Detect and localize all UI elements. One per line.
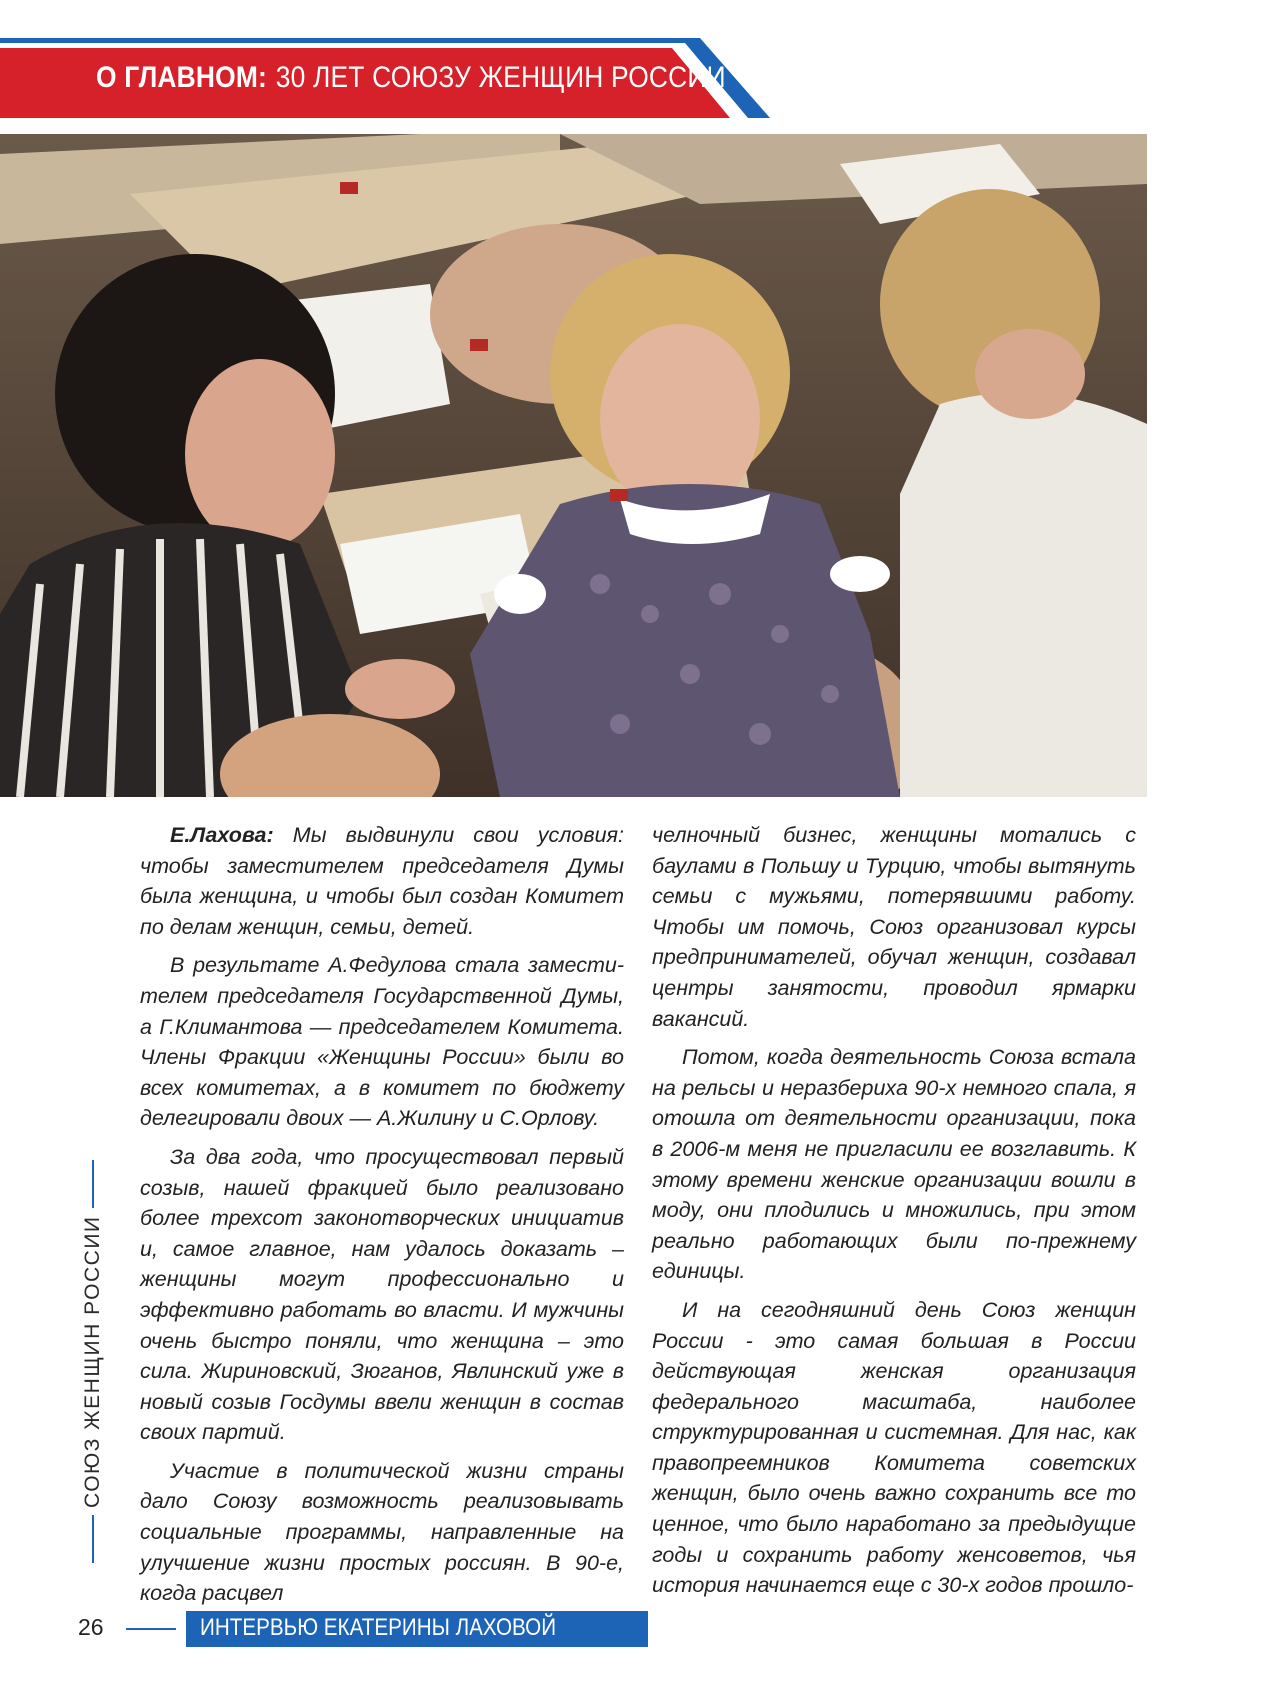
section-header [0,38,770,122]
paragraph: И на сегодняшний день Союз женщин России - это самая большая в России действующая женская организация федерального масштаба, наиболее структурированная и системная. Для нас, как правопреемников Комитета советских женщин, было очень важно сохранить все то ценное, что было наработано за предыдущие годы и сохранить работу женсоветов, чья история начинается еще с 30-х годов прошло- [652,1297,1136,1598]
footer-section-title: ИНТЕРВЬЮ ЕКАТЕРИНЫ ЛАХОВОЙ [200,1614,557,1641]
side-label-text: СОЮЗ ЖЕНЩИН РОССИИ [81,1215,104,1508]
side-label [76,1160,110,1550]
footer-section-bar [186,1611,648,1647]
side-rule-bottom [92,1515,94,1563]
side-rule-top [92,1160,94,1208]
article-column-right [652,820,1136,1609]
article-column-left [140,820,624,1617]
page-number: 26 [78,1614,104,1640]
paragraph: Потом, когда деятельность Союза встала на рельсы и неразбериха 90-х немного спала, я отошла от деятельности организации, пока в 2006-м меня не пригласили ее возглавить. К этому времени женские организации вошли в моду, они плодились и множились, при этом реально работающих были по-прежнему единицы. [652,1045,1136,1284]
paragraph [140,820,624,942]
paragraph: За два года, что просуществовал первый созыв, нашей фракцией было реализовано более трехсот законотворческих инициатив и, самое главное, нам удалось доказать – женщины могут профессионально и эффективно работать во власти. И мужчины очень быстро поняли, что женщина – это сила. Жириновский, Зюганов, Явлинский уже в новый созыв Госдумы ввели женщин в состав своих партий. [140,1144,624,1445]
header-title-rest: 30 ЛЕТ СОЮЗУ ЖЕНЩИН РОССИИ [275,61,726,94]
header-title-bold: О ГЛАВНОМ: [96,61,267,94]
article-photo [0,134,1147,797]
speaker-name: Е.Лахова: [170,823,274,847]
photo-image [0,134,1147,797]
paragraph: Участие в политической жизни страны дало Союзу возможность реализовывать социальные программы, направленные на улучшение жизни простых россиян. В 90-е, когда расцвел [140,1458,624,1606]
header-title [96,38,726,118]
paragraph: В результате А.Федулова стала заместителем председателя Государственной Думы, а Г.Климантова — председателем Комитета. Члены Фракции «Женщины России» были во всех комитетах, а в комитет по бюджету делегировали двоих — А.Жилину и С.Орлову. [140,953,624,1131]
paragraph-text: Мы выдвинули свои условия: чтобы заместителем председателя Думы была женщина, и чтобы был создан Комитет по делам женщин, семьи, детей. [140,823,624,939]
paragraph: челночный бизнес, женщины мотались с баулами в Польшу и Турцию, чтобы вытянуть семьи с мужьями, потерявшими работу. Чтобы им помочь, Союз организовал курсы предпринимателей, обучал женщин, создавал центры занятости, проводил ярмарки вакансий. [652,823,1136,1031]
footer-rule [126,1628,176,1630]
